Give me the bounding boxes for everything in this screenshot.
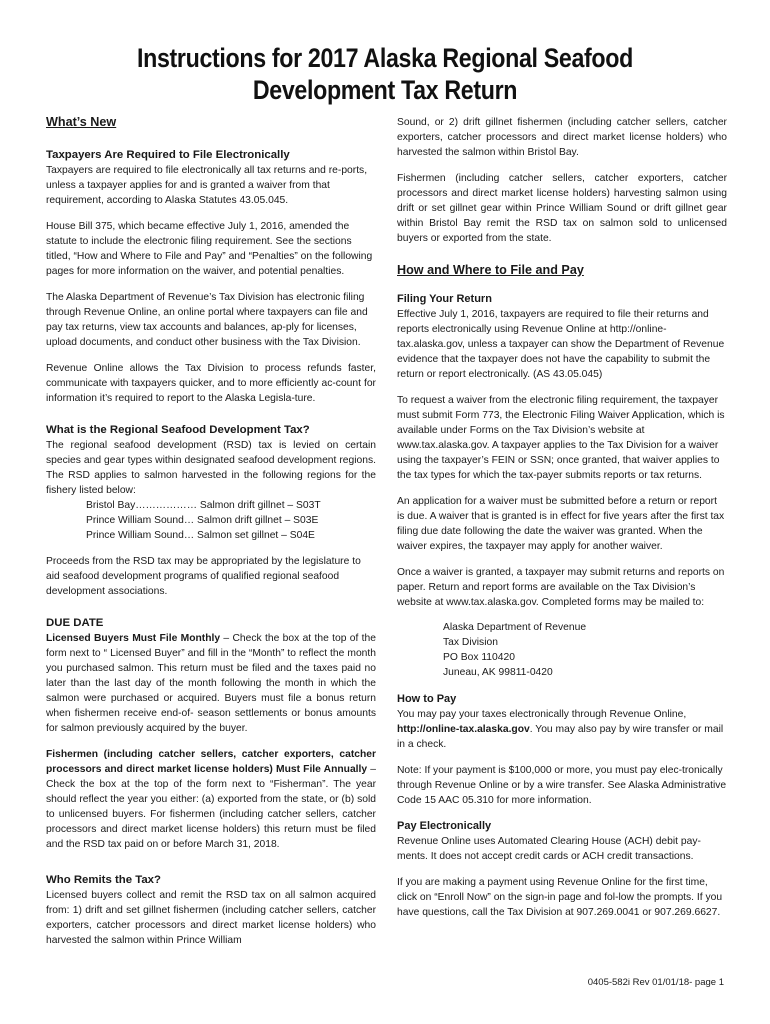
- region-item: Bristol Bay……………… Salmon drift gillnet – S03T: [86, 500, 321, 511]
- due-fishermen-paragraph: [46, 747, 376, 852]
- due-fishermen-lead: Fishermen (including catcher sellers, catcher exporters, catcher processors and direct market license holders) Must File Annually: [46, 749, 376, 775]
- due-buyers-paragraph: [46, 631, 376, 736]
- pay-electronically-paragraph-1: Revenue Online uses Automated Clearing House (ACH) debit pay-ments. It does not accept credit cards or ACH credit transactions.: [397, 836, 701, 862]
- due-buyers-text: – Check the box at the top of the form next to “ Licensed Buyer” and fill in the “Month” to reflect the month you purchased salmon. This return must be filed and the taxes paid no later than the last day of the month following the month in which the salmon were purchased or acquired. Buyers must file a bonus return when fishermen receive end-of- season settlements or bonus amounts for salmon previously acquired by the buyer.: [46, 633, 376, 734]
- efile-paragraph-3: The Alaska Department of Revenue’s Tax Division has electronic filing through Revenue Online, an online portal where taxpayers can file and pay tax returns, view tax accounts and balances, ap-ply for licenses, upload documents, and conduct other business with the Tax Division.: [46, 292, 368, 348]
- address-line: Tax Division: [443, 637, 498, 648]
- region-item: Prince William Sound… Salmon drift gillnet – S03E: [86, 515, 319, 526]
- how-heading: How and Where to File and Pay: [397, 263, 584, 277]
- mailing-address: [397, 620, 727, 680]
- rsd-heading: What is the Regional Seafood Development Tax?: [46, 424, 310, 436]
- title-line-1: Instructions for 2017 Alaska Regional Seafood: [137, 43, 633, 73]
- due-fishermen-text: – Check the box at the top of the form next to “Fisherman”. The year should reflect the year you either: (a) exported from the state, or (b) sold to unlicensed buyers. For fishermen (including catcher sellers, catcher processors and direct market license holders) this return must be filed and the RSD tax paid on or before March 31, 2018.: [46, 764, 377, 850]
- filing-paragraph-1: Effective July 1, 2016, taxpayers are required to file their returns and reports electronically using Revenue Online at http://online-tax.alaska.gov, unless a taxpayer can show the Department of Revenue evidence that the taxpayer does not have the capability to submit the return or report electronically. (AS 43.05.045): [397, 309, 725, 380]
- pay-paragraph-2: Note: If your payment is $100,000 or more, you must pay elec-tronically through Revenue Online or by a wire transfer. See Alaska Administrative Code 15 AAC 05.310 for more information.: [397, 765, 727, 806]
- remit-paragraph-2: Fishermen (including catcher sellers, catcher exporters, catcher processors and direct market license holders) harvesting salmon using drift or set gillnet gear within Prince William Sound or drift gillnet gear within Bristol Bay remit the RSD tax on salmon sold to unlicensed buyers or exported from the state.: [397, 173, 727, 244]
- pay-text-a: You may pay your taxes electronically through Revenue Online,: [397, 709, 687, 720]
- efile-paragraph-1: Taxpayers are required to file electronically all tax returns and re-ports, unless a taxpayer applies for and is granted a waiver from that requirement, according to Alaska Statutes 43.05.045.: [46, 165, 368, 206]
- address-line: Alaska Department of Revenue: [443, 622, 587, 633]
- due-date-heading: DUE DATE: [46, 617, 104, 629]
- efile-paragraph-4: Revenue Online allows the Tax Division to process refunds faster, communicate with taxpayers quicker, and to more efficiently ac-count for information it’s required to report to the Alaska Legisla-ture.: [46, 363, 376, 404]
- whats-new-heading: What’s New: [46, 115, 117, 129]
- due-buyers-lead: Licensed Buyers Must File Monthly: [46, 633, 221, 644]
- region-list: [46, 498, 376, 543]
- rsd-paragraph-1: The regional seafood development (RSD) tax is levied on certain species and gear types within designated seafood development regions. The RSD applies to salmon harvested in the following regions for the fishery listed below:: [46, 440, 376, 496]
- filing-paragraph-3: An application for a waiver must be submitted before a return or report is due. A waiver that is granted is in effect for five years after the first tax filing due date following the date the waiver was granted. When the waiver expires, the taxpayer may apply for another waiver.: [397, 496, 725, 552]
- pay-electronically-paragraph-2: If you are making a payment using Revenue Online for the first time, click on “Enroll Now” on the sign-in page and fol-low the prompts. If you have questions, call the Tax Division at 907.269.0041 or 907.269.6627.: [397, 877, 723, 918]
- page-title: [54, 42, 716, 106]
- pay-paragraph-1: [397, 707, 727, 752]
- rsd-paragraph-2: Proceeds from the RSD tax may be appropriated by the legislature to aid seafood development programs of qualified regional seafood development associations.: [46, 556, 361, 597]
- pay-electronically-heading: Pay Electronically: [397, 820, 492, 832]
- left-column: [46, 114, 376, 959]
- right-column: [397, 115, 727, 931]
- pay-text-b: . You may also pay by wire transfer or mail in a check.: [397, 724, 724, 750]
- region-item: Prince William Sound… Salmon set gillnet – S04E: [86, 530, 315, 541]
- filing-heading: Filing Your Return: [397, 293, 492, 305]
- filing-paragraph-4: Once a waiver is granted, a taxpayer may submit returns and reports on paper. Return and report forms are available on the Tax Division’s website at www.tax.alaska.gov. Completed forms may be mailed to:: [397, 567, 725, 608]
- title-line-2: Development Tax Return: [252, 75, 518, 105]
- remit-continued: Sound, or 2) drift gillnet fishermen (including catcher sellers, catcher exporters, catcher processors and direct market license holders) who harvested the salmon within Bristol Bay.: [397, 117, 727, 158]
- efile-paragraph-2: House Bill 375, which became effective July 1, 2016, amended the statute to include the electronic filing requirement. See the sections titled, “How and Where to File and Pay” and “Penalties” on the following pages for more information on the waiver, and potential penalties.: [46, 221, 373, 277]
- address-line: PO Box 110420: [443, 652, 515, 663]
- remit-heading: Who Remits the Tax?: [46, 874, 161, 886]
- pay-heading: How to Pay: [397, 693, 457, 705]
- page-footer: 0405-582i Rev 01/01/18- page 1: [587, 977, 724, 988]
- revenue-online-link[interactable]: http://online-tax.alaska.gov: [397, 724, 530, 735]
- remit-paragraph-1: Licensed buyers collect and remit the RSD tax on all salmon acquired from: 1) drift and set gillnet fishermen (including catcher sellers, catcher exporters, catcher processors and direct market license holders) who harvested the salmon within Prince William: [46, 890, 376, 946]
- address-line: Juneau, AK 99811-0420: [443, 667, 553, 678]
- efile-heading: Taxpayers Are Required to File Electronically: [46, 149, 290, 161]
- filing-paragraph-2: To request a waiver from the electronic filing requirement, the taxpayer must submit Form 773, the Electronic Filing Waiver Application, which is available under Forms on the Tax Division’s website at www.tax.alaska.gov. A taxpayer applies to the Tax Division for a waiver using the taxpayer’s FEIN or SSN; once granted, that waiver applies to the tax types for which the tax-payer submits reports or tax returns.: [397, 395, 725, 481]
